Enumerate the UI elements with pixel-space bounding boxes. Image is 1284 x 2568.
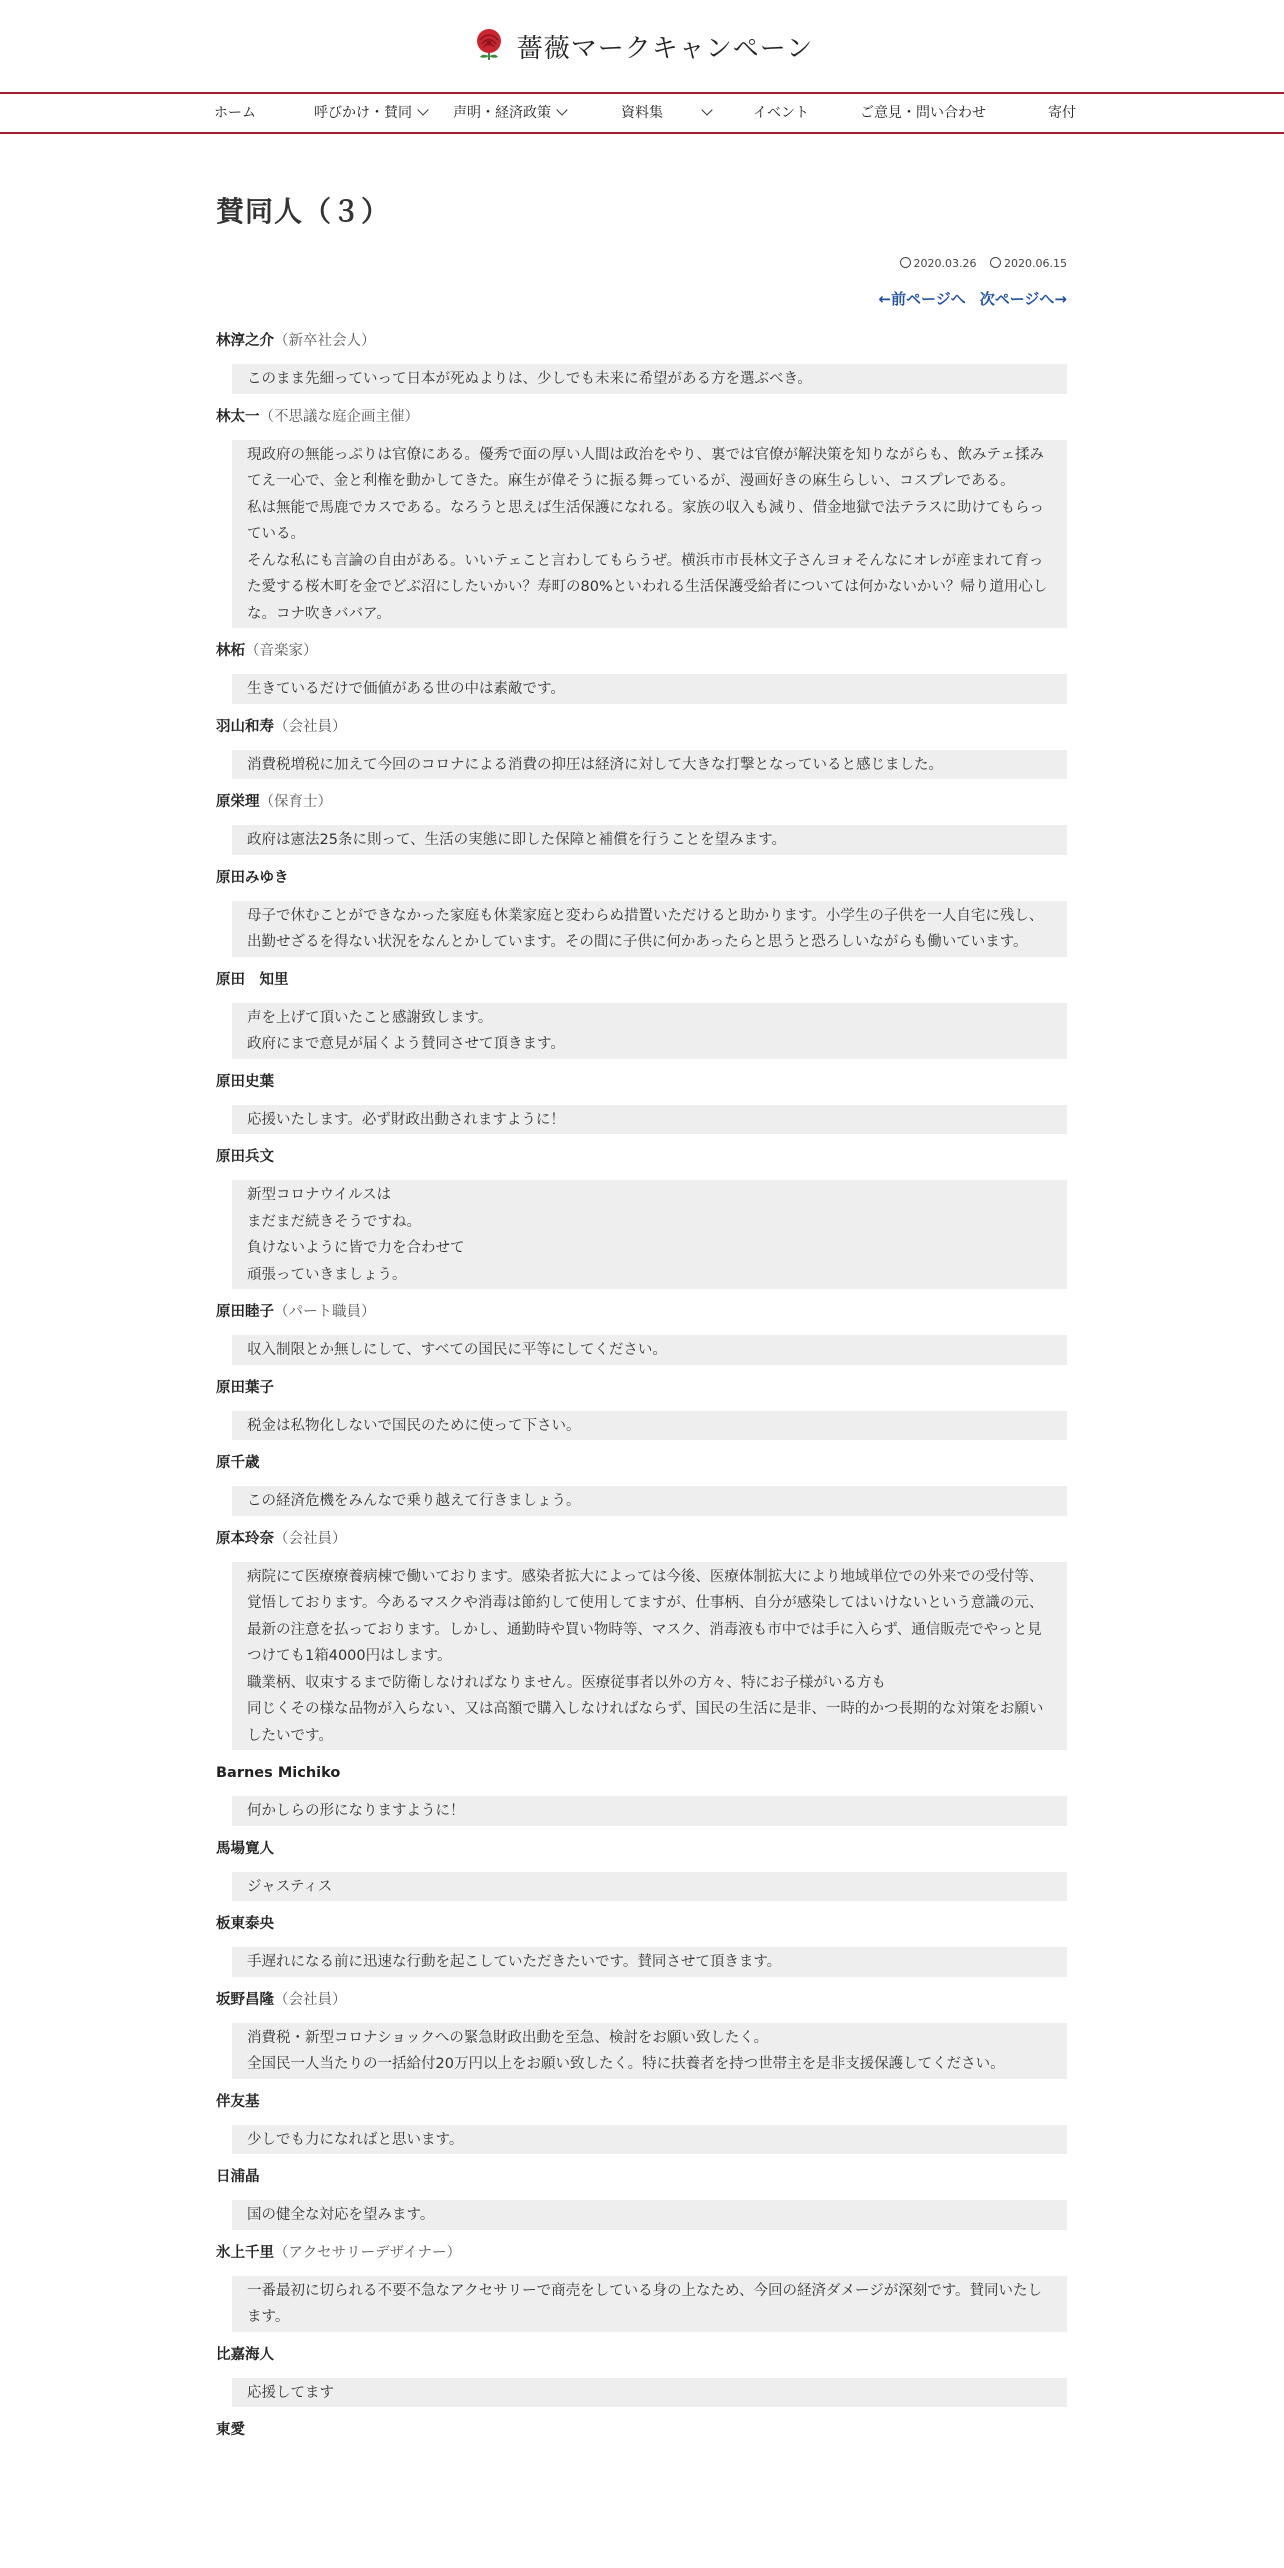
supporter-name-line bbox=[216, 1911, 1067, 1947]
nav-item-label: 寄付 bbox=[1048, 105, 1076, 121]
supporter-name: 比嘉海人 bbox=[216, 2346, 274, 2363]
supporter-name-line bbox=[216, 865, 1067, 901]
supporter-comment bbox=[232, 1796, 1067, 1826]
nav-item-label: イベント bbox=[753, 105, 809, 121]
supporter-name: 原栄理 bbox=[216, 794, 260, 810]
supporter-role: （音楽家） bbox=[245, 643, 318, 659]
supporter-comment bbox=[232, 901, 1067, 957]
supporter-name-line bbox=[216, 1144, 1067, 1180]
comment-line: 国の健全な対応を望みます。 bbox=[247, 2207, 435, 2223]
nav-item-donate[interactable] bbox=[1048, 94, 1076, 132]
comment-line: 収入制限とか無しにして、すべての国民に平等にしてください。 bbox=[247, 1342, 667, 1358]
nav-item-label: ご意見・問い合わせ bbox=[860, 105, 986, 121]
supporter-name-line bbox=[216, 1836, 1067, 1872]
comment-line: 病院にて医療療養病棟で働いております。感染者拡大によっては今後、医療体制拡大により地域単位での外来での受付等、覚悟しております。今あるマスクや消毒は節約して使用してますが、仕事柄、自分が感染してはいけないという意識の元、最新の注意を払っております。しかし、通勤時や買い物時等、マスク、消毒液も市中では手に入らず、通信販売でやっと見つけても1箱4000円はします。 bbox=[247, 1568, 1044, 1664]
comment-line: 何かしらの形になりますように！ bbox=[247, 1803, 465, 1819]
nav-item-materials[interactable] bbox=[621, 94, 711, 132]
supporter-name-line bbox=[216, 1375, 1067, 1411]
supporter-entry bbox=[216, 638, 1067, 704]
supporter-name-line bbox=[216, 2417, 1067, 2453]
supporter-name-line bbox=[216, 2164, 1067, 2200]
published-date: 2020.03.26 bbox=[913, 257, 977, 270]
supporter-name: 馬場寛人 bbox=[216, 1840, 274, 1857]
supporter-comment bbox=[232, 1872, 1067, 1902]
supporter-comment bbox=[232, 1105, 1067, 1135]
supporter-name: 日浦晶 bbox=[216, 2169, 260, 2185]
rose-icon bbox=[471, 26, 507, 66]
supporter-name: 原田睦子 bbox=[216, 1304, 274, 1320]
supporter-name: 原千歳 bbox=[216, 1455, 260, 1471]
nav-item-contact[interactable] bbox=[860, 94, 986, 132]
supporter-entry bbox=[216, 1987, 1067, 2079]
supporter-name-line bbox=[216, 2342, 1067, 2378]
supporter-entry bbox=[216, 1375, 1067, 1441]
supporter-comment bbox=[232, 1562, 1067, 1751]
supporter-entry bbox=[216, 1526, 1067, 1751]
supporter-entry bbox=[216, 2089, 1067, 2155]
nav-item-label: ホーム bbox=[214, 105, 256, 121]
supporter-entry bbox=[216, 789, 1067, 855]
supporter-name: Barnes Michiko bbox=[216, 1765, 341, 1781]
supporter-role: （新卒社会人） bbox=[274, 333, 376, 349]
supporter-entry bbox=[216, 2240, 1067, 2332]
supporter-name-line bbox=[216, 404, 1067, 440]
comment-line: 現政府の無能っぷりは官僚にある。優秀で面の厚い人間は政治をやり、裏では官僚が解決策を知りながらも、飲みテェ揉みてえ一心で、金と利権を動かしてきた。麻生が偉そうに振る舞っているが、漫画好きの麻生らしい、コスプレである。 bbox=[247, 446, 1045, 489]
supporter-entry bbox=[216, 865, 1067, 957]
supporter-name-line bbox=[216, 1299, 1067, 1335]
supporter-name-line bbox=[216, 1526, 1067, 1562]
nav-item-label: 呼びかけ・賛同 bbox=[314, 105, 412, 121]
nav-item-events[interactable] bbox=[753, 94, 809, 132]
comment-line: 全国民一人当たりの一括給付20万円以上をお願い致したく。特に扶養者を持つ世帯主を是非支援保護してください。 bbox=[247, 2056, 1005, 2072]
comment-line: 頑張っていきましょう。 bbox=[247, 1266, 407, 1283]
supporter-name: 原本玲奈 bbox=[216, 1530, 274, 1547]
comment-line: ジャスティス bbox=[247, 1878, 333, 1895]
supporter-list bbox=[216, 328, 1067, 2453]
nav-item-label: 声明・経済政策 bbox=[453, 105, 551, 121]
updated-date: 2020.06.15 bbox=[1004, 257, 1067, 270]
site-title: 薔薇マークキャンペーン bbox=[516, 33, 814, 64]
chevron-down-icon bbox=[417, 104, 428, 115]
supporter-role: （アクセサリーデザイナー） bbox=[274, 2244, 462, 2261]
comment-line: 負けないように皆で力を合わせて bbox=[247, 1240, 465, 1256]
supporter-entry bbox=[216, 1144, 1067, 1289]
supporter-name-line bbox=[216, 638, 1067, 674]
site-header bbox=[0, 0, 1284, 92]
supporter-comment bbox=[232, 2276, 1067, 2332]
comment-line: 母子で休むことができなかった家庭も休業家庭と変わらぬ措置いただけると助かります。小学生の子供を一人自宅に残し、出勤せざるを得ない状況をなんとかしています。その間に子供に何かあったらと思うと恐ろしいながらも働いています。 bbox=[247, 907, 1044, 950]
supporter-name-line bbox=[216, 1987, 1067, 2023]
supporter-entry bbox=[216, 2417, 1067, 2453]
nav-item-home[interactable] bbox=[214, 94, 256, 132]
comment-line: 少しでも力になればと思います。 bbox=[247, 2131, 464, 2148]
comment-line: 同じくその様な品物が入らない、又は高額で購入しなければならず、国民の生活に是非、一時的かつ長期的な対策をお願いしたいです。 bbox=[247, 1701, 1044, 1744]
supporter-comment bbox=[232, 440, 1067, 629]
supporter-name: 原田兵文 bbox=[216, 1149, 274, 1165]
supporter-name: 羽山和寿 bbox=[216, 718, 274, 735]
supporter-comment bbox=[232, 2200, 1067, 2230]
comment-line: 一番最初に切られる不要不急なアクセサリーで商売をしている身の上なため、今回の経済ダメージが深刻です。賛同いたします。 bbox=[247, 2282, 1043, 2325]
supporter-role: （パート職員） bbox=[274, 1304, 376, 1320]
supporter-name: 林太一 bbox=[216, 408, 260, 425]
update-icon bbox=[990, 257, 1001, 268]
supporter-entry bbox=[216, 967, 1067, 1059]
next-page-link[interactable]: 次ページへ→ bbox=[979, 290, 1067, 308]
supporter-role: （会社員） bbox=[274, 1530, 347, 1547]
supporter-comment bbox=[232, 1003, 1067, 1059]
supporter-role: （会社員） bbox=[274, 1991, 347, 2008]
supporter-comment bbox=[232, 364, 1067, 394]
comment-line: 消費税増税に加えて今回のコロナによる消費の抑圧は経済に対して大きな打撃となっていると感じました。 bbox=[247, 756, 943, 773]
nav-item-call-support[interactable] bbox=[314, 94, 427, 132]
supporter-name: 坂野昌隆 bbox=[216, 1991, 274, 2008]
supporter-entry bbox=[216, 1069, 1067, 1135]
main-nav bbox=[0, 92, 1284, 134]
supporter-name-line bbox=[216, 1069, 1067, 1105]
supporter-name: 伴友基 bbox=[216, 2093, 260, 2110]
supporter-name: 原田葉子 bbox=[216, 1379, 274, 1396]
supporter-comment bbox=[232, 750, 1067, 780]
site-logo[interactable] bbox=[471, 26, 813, 66]
supporter-role: （保育士） bbox=[259, 794, 332, 810]
comment-line: 職業柄、収束するまで防衛しなければなりません。医療従事者以外の方々、特にお子様がいる方も bbox=[247, 1674, 886, 1691]
comment-line: 税金は私物化しないで国民のために使って下さい。 bbox=[247, 1417, 581, 1434]
page-title: 賛同人（３） bbox=[216, 195, 391, 228]
supporter-role: （不思議な庭企画主催） bbox=[259, 408, 419, 425]
supporter-name: 原田 知里 bbox=[216, 971, 289, 988]
clock-icon bbox=[900, 257, 911, 268]
supporter-role: （会社員） bbox=[274, 718, 347, 735]
supporter-name-line bbox=[216, 2240, 1067, 2276]
supporter-comment bbox=[232, 674, 1067, 704]
post-meta bbox=[216, 256, 1067, 274]
supporter-name: 原田史葉 bbox=[216, 1073, 274, 1090]
main-content bbox=[216, 190, 1067, 2463]
supporter-entry bbox=[216, 714, 1067, 780]
comment-line: この経済危機をみんなで乗り越えて行きましょう。 bbox=[247, 1493, 581, 1509]
supporter-comment bbox=[232, 1411, 1067, 1441]
comment-line: 生きているだけで価値がある世の中は素敵です。 bbox=[247, 681, 565, 697]
nav-item-label: 資料集 bbox=[621, 105, 663, 121]
supporter-comment bbox=[232, 2378, 1067, 2408]
supporter-entry bbox=[216, 1911, 1067, 1977]
supporter-name: 板東泰央 bbox=[216, 1916, 274, 1932]
supporter-name-line bbox=[216, 1450, 1067, 1486]
supporter-comment bbox=[232, 1180, 1067, 1289]
supporter-name-line bbox=[216, 967, 1067, 1003]
supporter-comment bbox=[232, 2125, 1067, 2155]
supporter-entry bbox=[216, 2164, 1067, 2230]
supporter-entry bbox=[216, 328, 1067, 394]
comment-line: 新型コロナウイルスは bbox=[247, 1187, 392, 1203]
supporter-name-line bbox=[216, 328, 1067, 364]
supporter-entry bbox=[216, 1836, 1067, 1902]
nav-item-statements[interactable] bbox=[453, 94, 566, 132]
supporter-name-line bbox=[216, 1760, 1067, 1796]
supporter-entry bbox=[216, 1450, 1067, 1516]
comment-line: そんな私にも言論の自由がある。いいテェこと言わしてもらうぜ。横浜市市長林文子さんヨォそんなにオレが産まれて育った愛する桜木町を金でどぶ沼にしたいかい？寿町の80%といわれる生活保護受給者については何かないかい？帰り道用心しな。コナ吹きババア。 bbox=[247, 552, 1048, 622]
comment-line: 政府は憲法25条に則って、生活の実態に即した保障と補償を行うことを望みます。 bbox=[247, 832, 786, 848]
supporter-entry bbox=[216, 1299, 1067, 1365]
comment-line: 応援いたします。必ず財政出動されますように！ bbox=[247, 1111, 565, 1128]
comment-line: 声を上げて頂いたこと感謝致します。 bbox=[247, 1009, 493, 1026]
supporter-name: 原田みゆき bbox=[216, 869, 289, 886]
chevron-down-icon bbox=[701, 104, 712, 115]
supporter-name: 林淳之介 bbox=[216, 333, 274, 349]
comment-line: 手遅れになる前に迅速な行動を起こしていただきたいです。賛同させて頂きます。 bbox=[247, 1954, 782, 1970]
supporter-name-line bbox=[216, 714, 1067, 750]
supporter-name: 林柘 bbox=[216, 643, 245, 659]
pager bbox=[216, 288, 1067, 310]
supporter-entry bbox=[216, 404, 1067, 629]
supporter-entry bbox=[216, 1760, 1067, 1826]
supporter-entry bbox=[216, 2342, 1067, 2408]
comment-line: 私は無能で馬鹿でカスである。なろうと思えば生活保護になれる。家族の収入も減り、借金地獄で法テラスに助けてもらっている。 bbox=[247, 499, 1045, 542]
comment-line: 政府にまで意見が届くよう賛同させて頂きます。 bbox=[247, 1036, 565, 1052]
comment-line: 応援してます bbox=[247, 2384, 334, 2401]
supporter-name-line bbox=[216, 789, 1067, 825]
chevron-down-icon bbox=[556, 104, 567, 115]
supporter-comment bbox=[232, 1947, 1067, 1977]
comment-line: まだまだ続きそうですね。 bbox=[247, 1213, 421, 1230]
supporter-name-line bbox=[216, 2089, 1067, 2125]
supporter-comment bbox=[232, 1335, 1067, 1365]
comment-line: 消費税・新型コロナショックへの緊急財政出動を至急、検討をお願い致したく。 bbox=[247, 2029, 769, 2046]
comment-line: このまま先細っていって日本が死ぬよりは、少しでも未来に希望がある方を選ぶべき。 bbox=[247, 371, 812, 387]
supporter-comment bbox=[232, 2023, 1067, 2079]
supporter-comment bbox=[232, 1486, 1067, 1516]
prev-page-link[interactable]: ←前ページへ bbox=[878, 290, 966, 308]
supporter-name: 東愛 bbox=[216, 2422, 245, 2438]
supporter-comment bbox=[232, 825, 1067, 855]
supporter-name: 氷上千里 bbox=[216, 2244, 274, 2261]
